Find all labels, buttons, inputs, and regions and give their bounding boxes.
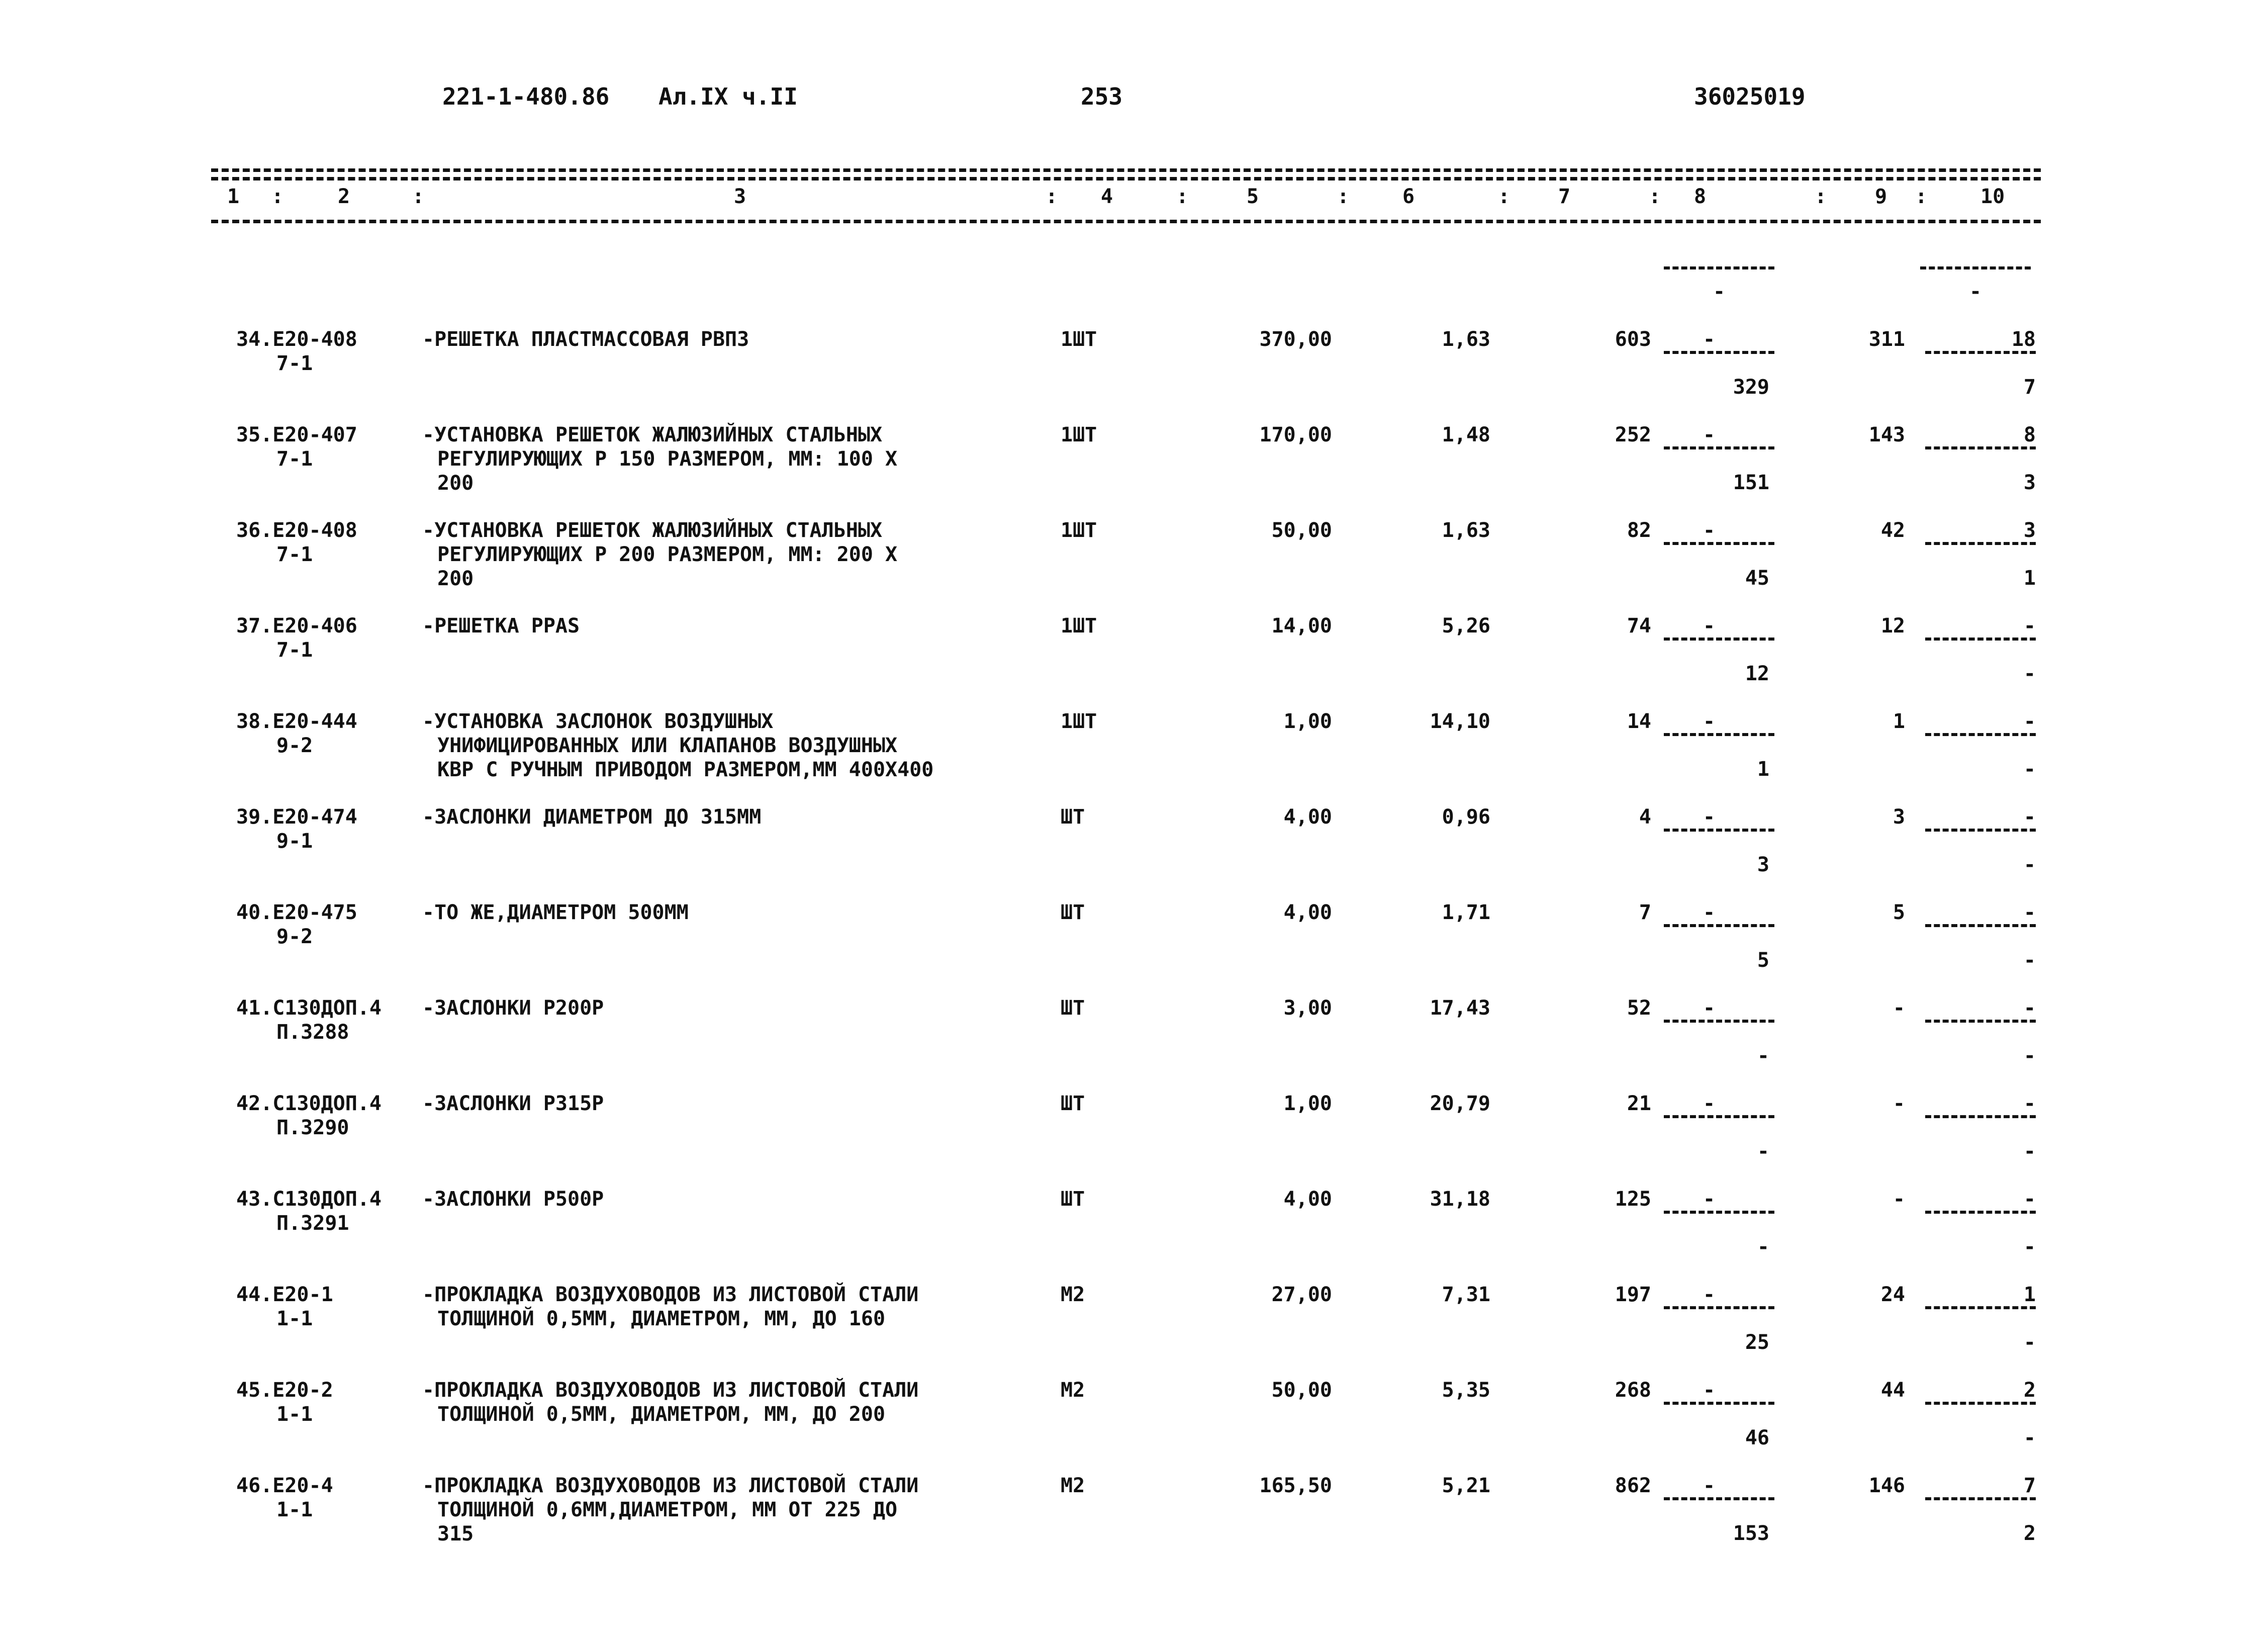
row-total: 21 — [1627, 1092, 1651, 1115]
col9-value: 5 — [1893, 901, 1905, 924]
row-code: 43.С130ДОП.4 — [236, 1188, 382, 1211]
col10-numerator: - — [2023, 901, 2036, 924]
col8-numerator: - — [1703, 1092, 1716, 1115]
row-subcode: 9-2 — [276, 925, 313, 948]
col10-denominator: 3 — [2023, 471, 2036, 494]
row-unit: ШТ — [1061, 996, 1085, 1020]
row-total: 14 — [1627, 710, 1651, 733]
row-subcode: 7-1 — [276, 639, 313, 662]
row-code: 39.Е20-474 — [236, 805, 357, 829]
col8-denominator: 329 — [1733, 376, 1769, 399]
col9-value: 143 — [1868, 423, 1905, 446]
row-unit: М2 — [1061, 1474, 1085, 1497]
col10-divider — [1925, 1306, 2036, 1309]
col10-numerator: - — [2023, 710, 2036, 733]
column-number: 8 — [1694, 185, 1707, 208]
col10-divider — [1925, 1115, 2036, 1118]
column-number: 10 — [1980, 185, 2005, 208]
row-description-line: -УСТАНОВКА ЗАСЛОНОК ВОЗДУШНЫХ — [422, 710, 774, 733]
row-total: 125 — [1615, 1188, 1651, 1211]
col10-numerator: 7 — [2023, 1474, 2036, 1497]
col10-denominator: 2 — [2023, 1522, 2036, 1545]
row-unit-price: 5,26 — [1442, 614, 1490, 638]
row-description-line: -ТО ЖЕ,ДИАМЕТРОМ 500ММ — [422, 901, 689, 924]
page-number: 253 — [1081, 83, 1123, 110]
column-separator: : — [1815, 185, 1827, 208]
col8-denominator: 12 — [1745, 662, 1769, 685]
row-unit-price: 0,96 — [1442, 805, 1490, 829]
col8-divider — [1664, 924, 1774, 927]
row-code: 41.С130ДОП.4 — [236, 996, 382, 1020]
col10-numerator: 3 — [2023, 519, 2036, 542]
column-separator: : — [1337, 185, 1350, 208]
col8-denominator: - — [1757, 1044, 1769, 1067]
col8-divider — [1664, 351, 1774, 354]
row-code: 40.Е20-475 — [236, 901, 357, 924]
col8-numerator: - — [1703, 1283, 1716, 1306]
row-unit-price: 1,63 — [1442, 328, 1490, 351]
row-unit: 1ШТ — [1061, 328, 1097, 351]
row-code: 37.Е20-406 — [236, 614, 357, 638]
row-description-line: КВР С РУЧНЫМ ПРИВОДОМ РАЗМЕРОМ,ММ 400Х400 — [437, 758, 934, 781]
row-quantity: 27,00 — [1271, 1283, 1332, 1306]
col8-numerator: - — [1703, 996, 1716, 1020]
col10-denominator: - — [2023, 662, 2036, 685]
col8-divider — [1664, 1497, 1774, 1500]
row-unit-price: 17,43 — [1430, 996, 1490, 1020]
column-separator: : — [1915, 185, 1928, 208]
col9-value: - — [1893, 1188, 1905, 1211]
row-total: 7 — [1639, 901, 1651, 924]
row-description-line: -ЗАСЛОНКИ Р315Р — [422, 1092, 604, 1115]
col10-divider — [1925, 542, 2036, 545]
column-separator: : — [1649, 185, 1661, 208]
row-description-line: -УСТАНОВКА РЕШЕТОК ЖАЛЮЗИЙНЫХ СТАЛЬНЫХ — [422, 423, 883, 446]
col8-denominator: 5 — [1757, 949, 1769, 972]
col8-divider — [1664, 1115, 1774, 1118]
col8-denominator: - — [1757, 1140, 1769, 1163]
row-subcode: 7-1 — [276, 447, 313, 471]
col10-top-mark: - — [1969, 280, 1982, 303]
column-number-row — [211, 185, 2041, 213]
col10-denominator: - — [2023, 1426, 2036, 1449]
col9-value: 146 — [1868, 1474, 1905, 1497]
row-subcode: 1-1 — [276, 1498, 313, 1521]
header-mid-rule — [211, 177, 2041, 180]
row-total: 4 — [1639, 805, 1651, 829]
row-quantity: 3,00 — [1283, 996, 1332, 1020]
row-description-line: РЕГУЛИРУЮЩИХ Р 200 РАЗМЕРОМ, ММ: 200 Х — [437, 543, 898, 566]
row-description-line: 315 — [437, 1522, 474, 1546]
row-description-line: -ЗАСЛОНКИ Р200Р — [422, 996, 604, 1020]
row-total: 52 — [1627, 996, 1651, 1020]
row-subcode: 9-1 — [276, 830, 313, 853]
col8-numerator: - — [1703, 901, 1716, 924]
col10-denominator: - — [2023, 949, 2036, 972]
row-subcode: П.3290 — [276, 1116, 349, 1139]
col10-denominator: - — [2023, 1044, 2036, 1067]
row-unit: М2 — [1061, 1379, 1085, 1402]
column-number: 5 — [1247, 185, 1259, 208]
column-number: 1 — [227, 185, 240, 208]
col10-numerator: - — [2023, 1092, 2036, 1115]
document-id-code: 36025019 — [1694, 83, 1806, 110]
col10-numerator: - — [2023, 1188, 2036, 1211]
row-quantity: 170,00 — [1259, 423, 1332, 446]
row-quantity: 370,00 — [1259, 328, 1332, 351]
col9-value: 1 — [1893, 710, 1905, 733]
col10-numerator: 18 — [2011, 328, 2036, 351]
col10-numerator: 8 — [2023, 423, 2036, 446]
col10-numerator: 1 — [2023, 1283, 2036, 1306]
column-number: 3 — [734, 185, 746, 208]
row-subcode: П.3288 — [276, 1021, 349, 1044]
row-description-line: -ПРОКЛАДКА ВОЗДУХОВОДОВ ИЗ ЛИСТОВОЙ СТАЛИ — [422, 1283, 919, 1306]
col8-numerator: - — [1703, 519, 1716, 542]
row-quantity: 165,50 — [1259, 1474, 1332, 1497]
row-subcode: П.3291 — [276, 1212, 349, 1235]
row-unit-price: 31,18 — [1430, 1188, 1490, 1211]
row-total: 252 — [1615, 423, 1651, 446]
row-total: 74 — [1627, 614, 1651, 638]
row-description-line: -ЗАСЛОНКИ ДИАМЕТРОМ ДО 315ММ — [422, 805, 762, 829]
column-number: 6 — [1402, 185, 1415, 208]
col9-value: - — [1893, 996, 1905, 1020]
col10-numerator: - — [2023, 805, 2036, 829]
row-code: 42.С130ДОП.4 — [236, 1092, 382, 1115]
col9-value: - — [1893, 1092, 1905, 1115]
col9-value: 42 — [1880, 519, 1905, 542]
col8-divider — [1664, 446, 1774, 449]
column-number: 9 — [1875, 185, 1887, 208]
col8-divider — [1664, 542, 1774, 545]
row-code: 36.Е20-408 — [236, 519, 357, 542]
row-unit-price: 1,48 — [1442, 423, 1490, 446]
row-quantity: 1,00 — [1283, 710, 1332, 733]
row-unit: 1ШТ — [1061, 519, 1097, 542]
row-code: 45.Е20-2 — [236, 1379, 333, 1402]
col8-top-mark: - — [1713, 280, 1726, 303]
col9-value: 12 — [1880, 614, 1905, 638]
row-unit-price: 20,79 — [1430, 1092, 1490, 1115]
col9-value: 44 — [1880, 1379, 1905, 1402]
col8-numerator: - — [1703, 710, 1716, 733]
column-separator: : — [1498, 185, 1510, 208]
col9-value: 311 — [1868, 328, 1905, 351]
col8-numerator: - — [1703, 805, 1716, 829]
row-quantity: 50,00 — [1271, 519, 1332, 542]
col8-divider — [1664, 1306, 1774, 1309]
row-description-line: 200 — [437, 472, 474, 495]
row-unit-price: 5,35 — [1442, 1379, 1490, 1402]
col10-numerator: 2 — [2023, 1379, 2036, 1402]
row-unit: ШТ — [1061, 901, 1085, 924]
col10-divider — [1925, 1020, 2036, 1023]
row-unit-price: 14,10 — [1430, 710, 1490, 733]
row-subcode: 7-1 — [276, 352, 313, 375]
col8-divider — [1664, 1020, 1774, 1023]
album-reference: Ал.IX ч.II — [658, 83, 798, 110]
col10-divider — [1925, 924, 2036, 927]
row-subcode: 1-1 — [276, 1403, 313, 1426]
row-unit: М2 — [1061, 1283, 1085, 1306]
row-quantity: 1,00 — [1283, 1092, 1332, 1115]
row-description-line: ТОЛЩИНОЙ 0,5ММ, ДИАМЕТРОМ, ММ, ДО 160 — [437, 1307, 886, 1330]
row-description-line: -РЕШЕТКА РРАS — [422, 614, 580, 638]
col10-divider — [1925, 829, 2036, 832]
col10-divider — [1925, 1211, 2036, 1214]
col8-denominator: 153 — [1733, 1522, 1769, 1545]
row-subcode: 9-2 — [276, 734, 313, 757]
col8-top-divider — [1664, 266, 1774, 269]
column-number: 2 — [338, 185, 350, 208]
row-description-line: РЕГУЛИРУЮЩИХ Р 150 РАЗМЕРОМ, ММ: 100 Х — [437, 447, 898, 471]
col10-numerator: - — [2023, 614, 2036, 638]
row-total: 82 — [1627, 519, 1651, 542]
col10-numerator: - — [2023, 996, 2036, 1020]
column-separator: : — [412, 185, 425, 208]
row-total: 862 — [1615, 1474, 1651, 1497]
column-number: 7 — [1558, 185, 1571, 208]
row-description-line: ТОЛЩИНОЙ 0,5ММ, ДИАМЕТРОМ, ММ, ДО 200 — [437, 1403, 886, 1426]
col8-divider — [1664, 638, 1774, 641]
row-code: 46.Е20-4 — [236, 1474, 333, 1497]
col8-numerator: - — [1703, 614, 1716, 638]
row-code: 38.Е20-444 — [236, 710, 357, 733]
row-description-line: -ПРОКЛАДКА ВОЗДУХОВОДОВ ИЗ ЛИСТОВОЙ СТАЛИ — [422, 1474, 919, 1497]
row-quantity: 14,00 — [1271, 614, 1332, 638]
col10-denominator: - — [2023, 758, 2036, 781]
col8-denominator: 45 — [1745, 567, 1769, 590]
row-unit: 1ШТ — [1061, 423, 1097, 446]
row-quantity: 4,00 — [1283, 805, 1332, 829]
col8-numerator: - — [1703, 328, 1716, 351]
header-top-rule — [211, 168, 2041, 172]
col8-divider — [1664, 1211, 1774, 1214]
col10-denominator: - — [2023, 1140, 2036, 1163]
row-unit: ШТ — [1061, 805, 1085, 829]
col8-denominator: 25 — [1745, 1331, 1769, 1354]
row-subcode: 1-1 — [276, 1307, 313, 1330]
row-description-line: -УСТАНОВКА РЕШЕТОК ЖАЛЮЗИЙНЫХ СТАЛЬНЫХ — [422, 519, 883, 542]
col8-numerator: - — [1703, 1379, 1716, 1402]
col8-denominator: 46 — [1745, 1426, 1769, 1449]
row-description-line: -РЕШЕТКА ПЛАСТМАССОВАЯ РВПЗ — [422, 328, 749, 351]
col10-denominator: 7 — [2023, 376, 2036, 399]
col10-denominator: - — [2023, 1235, 2036, 1258]
row-quantity: 4,00 — [1283, 1188, 1332, 1211]
row-unit: 1ШТ — [1061, 710, 1097, 733]
col8-divider — [1664, 733, 1774, 736]
col8-numerator: - — [1703, 1474, 1716, 1497]
row-subcode: 7-1 — [276, 543, 313, 566]
column-separator: : — [1176, 185, 1189, 208]
row-description-line: -ЗАСЛОНКИ Р500Р — [422, 1188, 604, 1211]
row-quantity: 50,00 — [1271, 1379, 1332, 1402]
col8-divider — [1664, 829, 1774, 832]
col8-denominator: 151 — [1733, 471, 1769, 494]
row-code: 34.Е20-408 — [236, 328, 357, 351]
col10-divider — [1925, 1497, 2036, 1500]
row-description-line: 200 — [437, 567, 474, 590]
row-total: 268 — [1615, 1379, 1651, 1402]
row-description-line: -ПРОКЛАДКА ВОЗДУХОВОДОВ ИЗ ЛИСТОВОЙ СТАЛИ — [422, 1379, 919, 1402]
col8-numerator: - — [1703, 1188, 1716, 1211]
col9-value: 3 — [1893, 805, 1905, 829]
col8-denominator: - — [1757, 1235, 1769, 1258]
row-description-line: ТОЛЩИНОЙ 0,6ММ,ДИАМЕТРОМ, ММ ОТ 225 ДО — [437, 1498, 898, 1521]
col10-divider — [1925, 446, 2036, 449]
col8-numerator: - — [1703, 423, 1716, 446]
col10-denominator: 1 — [2023, 567, 2036, 590]
column-separator: : — [1046, 185, 1058, 208]
col10-divider — [1925, 351, 2036, 354]
row-unit: ШТ — [1061, 1092, 1085, 1115]
col10-divider — [1925, 733, 2036, 736]
col10-denominator: - — [2023, 853, 2036, 876]
row-unit-price: 7,31 — [1442, 1283, 1490, 1306]
col10-top-divider — [1920, 266, 2031, 269]
row-unit-price: 1,71 — [1442, 901, 1490, 924]
col8-denominator: 1 — [1757, 758, 1769, 781]
header-bottom-rule — [211, 220, 2041, 223]
row-unit: 1ШТ — [1061, 614, 1097, 638]
row-code: 44.Е20-1 — [236, 1283, 333, 1306]
row-quantity: 4,00 — [1283, 901, 1332, 924]
col10-divider — [1925, 1402, 2036, 1405]
col10-divider — [1925, 638, 2036, 641]
document-code: 221-1-480.86 — [442, 83, 610, 110]
column-separator: : — [271, 185, 284, 208]
col8-divider — [1664, 1402, 1774, 1405]
row-description-line: УНИФИЦИРОВАННЫХ ИЛИ КЛАПАНОВ ВОЗДУШНЫХ — [437, 734, 898, 757]
row-unit-price: 5,21 — [1442, 1474, 1490, 1497]
col9-value: 24 — [1880, 1283, 1905, 1306]
row-unit: ШТ — [1061, 1188, 1085, 1211]
row-total: 197 — [1615, 1283, 1651, 1306]
row-code: 35.Е20-407 — [236, 423, 357, 446]
col10-denominator: - — [2023, 1331, 2036, 1354]
row-total: 603 — [1615, 328, 1651, 351]
col8-denominator: 3 — [1757, 853, 1769, 876]
row-unit-price: 1,63 — [1442, 519, 1490, 542]
column-number: 4 — [1101, 185, 1113, 208]
